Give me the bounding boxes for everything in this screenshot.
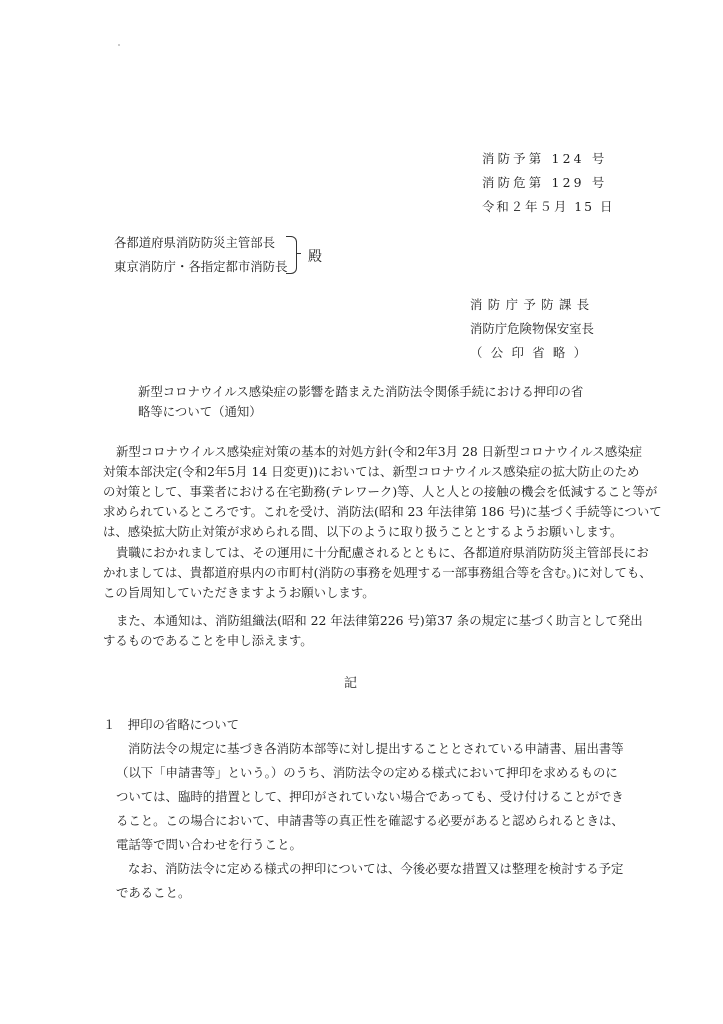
- section-1-p2-line-1: なお、消防法令に定める様式の押印については、今後必要な措置又は整理を検討する予定: [128, 861, 624, 876]
- title-line-1: 新型コロナウイルス感染症の影響を踏まえた消防法令関係手続における押印の省: [138, 384, 584, 399]
- body-p1-line-4: 求められているところです。これを受け、消防法(昭和 23 年法律第 186 号)に基づく手続等について: [103, 504, 662, 519]
- body-p2-line-3: この旨周知していただきますようお願いします。: [103, 585, 375, 600]
- body-p1-line-1: 新型コロナウイルス感染症対策の基本的対処方針(令和2年3月 28 日新型コロナウイルス感染症: [116, 444, 642, 459]
- body-p3-line-1: また、本通知は、消防組織法(昭和 22 年法律第226 号)第37 条の規定に基づく助言として発出: [116, 613, 643, 628]
- section-1-heading: １ 押印の省略について: [103, 717, 240, 732]
- section-1-p1-line-1: 消防法令の規定に基づき各消防本部等に対し提出することとされている申請書、届出書等: [128, 741, 624, 756]
- doc-number-yobo: 消防予第 124 号: [482, 151, 608, 166]
- addressee-brace: [286, 236, 297, 274]
- body-p1-line-2: 対策本部決定(令和2年5月 14 日変更))においては、新型コロナウイルス感染症の拡大防止のため: [103, 464, 640, 479]
- addressee-line-1: 各都道府県消防防災主管部長: [114, 235, 276, 250]
- scan-speck: [118, 44, 120, 46]
- sender-line-2: 消防庁危険物保安室長: [470, 321, 594, 336]
- addressee-line-2: 東京消防庁・各指定都市消防長: [114, 259, 288, 274]
- addressee-brace-tip: [296, 253, 301, 254]
- title-line-2: 略等について（通知）: [138, 404, 262, 419]
- doc-number-kiken: 消防危第 129 号: [482, 175, 608, 190]
- body-p2-line-2: かれましては、貴都道府県内の市町村(消防の事務を処理する一部事務組合等を含む。)に対しても、: [103, 565, 652, 580]
- section-1-p1-line-2: （以下「申請書等」という。）のうち、消防法令の定める様式において押印を求めるものに: [116, 765, 618, 780]
- sender-seal-note: （ 公 印 省 略 ）: [470, 345, 589, 360]
- section-1-p1-line-4: ること。この場合において、申請書等の真正性を確認する必要があると認められるときは、: [116, 813, 624, 828]
- section-1-p2-line-2: であること。: [116, 885, 191, 900]
- body-p1-line-5: は、感染拡大防止対策が求められる間、以下のように取り扱うこととするようお願いします。: [103, 524, 623, 539]
- ki-marker: 記: [344, 676, 358, 691]
- doc-date: 令和２年５月 15 日: [482, 199, 615, 214]
- body-p1-line-3: の対策として、事業者における在宅勤務(テレワーク)等、人と人との接触の機会を低減すること等が: [103, 484, 658, 499]
- section-1-p1-line-3: ついては、臨時的措置として、押印がされていない場合であっても、受け付けることができ: [116, 789, 624, 804]
- section-1-p1-line-5: 電話等で問い合わせを行うこと。: [116, 837, 302, 852]
- body-p2-line-1: 貴職におかれましては、その運用に十分配慮されるとともに、各都道府県消防防災主管部長にお: [116, 545, 649, 560]
- sender-line-1: 消防庁予防課長: [470, 297, 595, 312]
- body-p3-line-2: するものであることを申し添えます。: [103, 633, 313, 648]
- honorific-dono: 殿: [308, 249, 322, 265]
